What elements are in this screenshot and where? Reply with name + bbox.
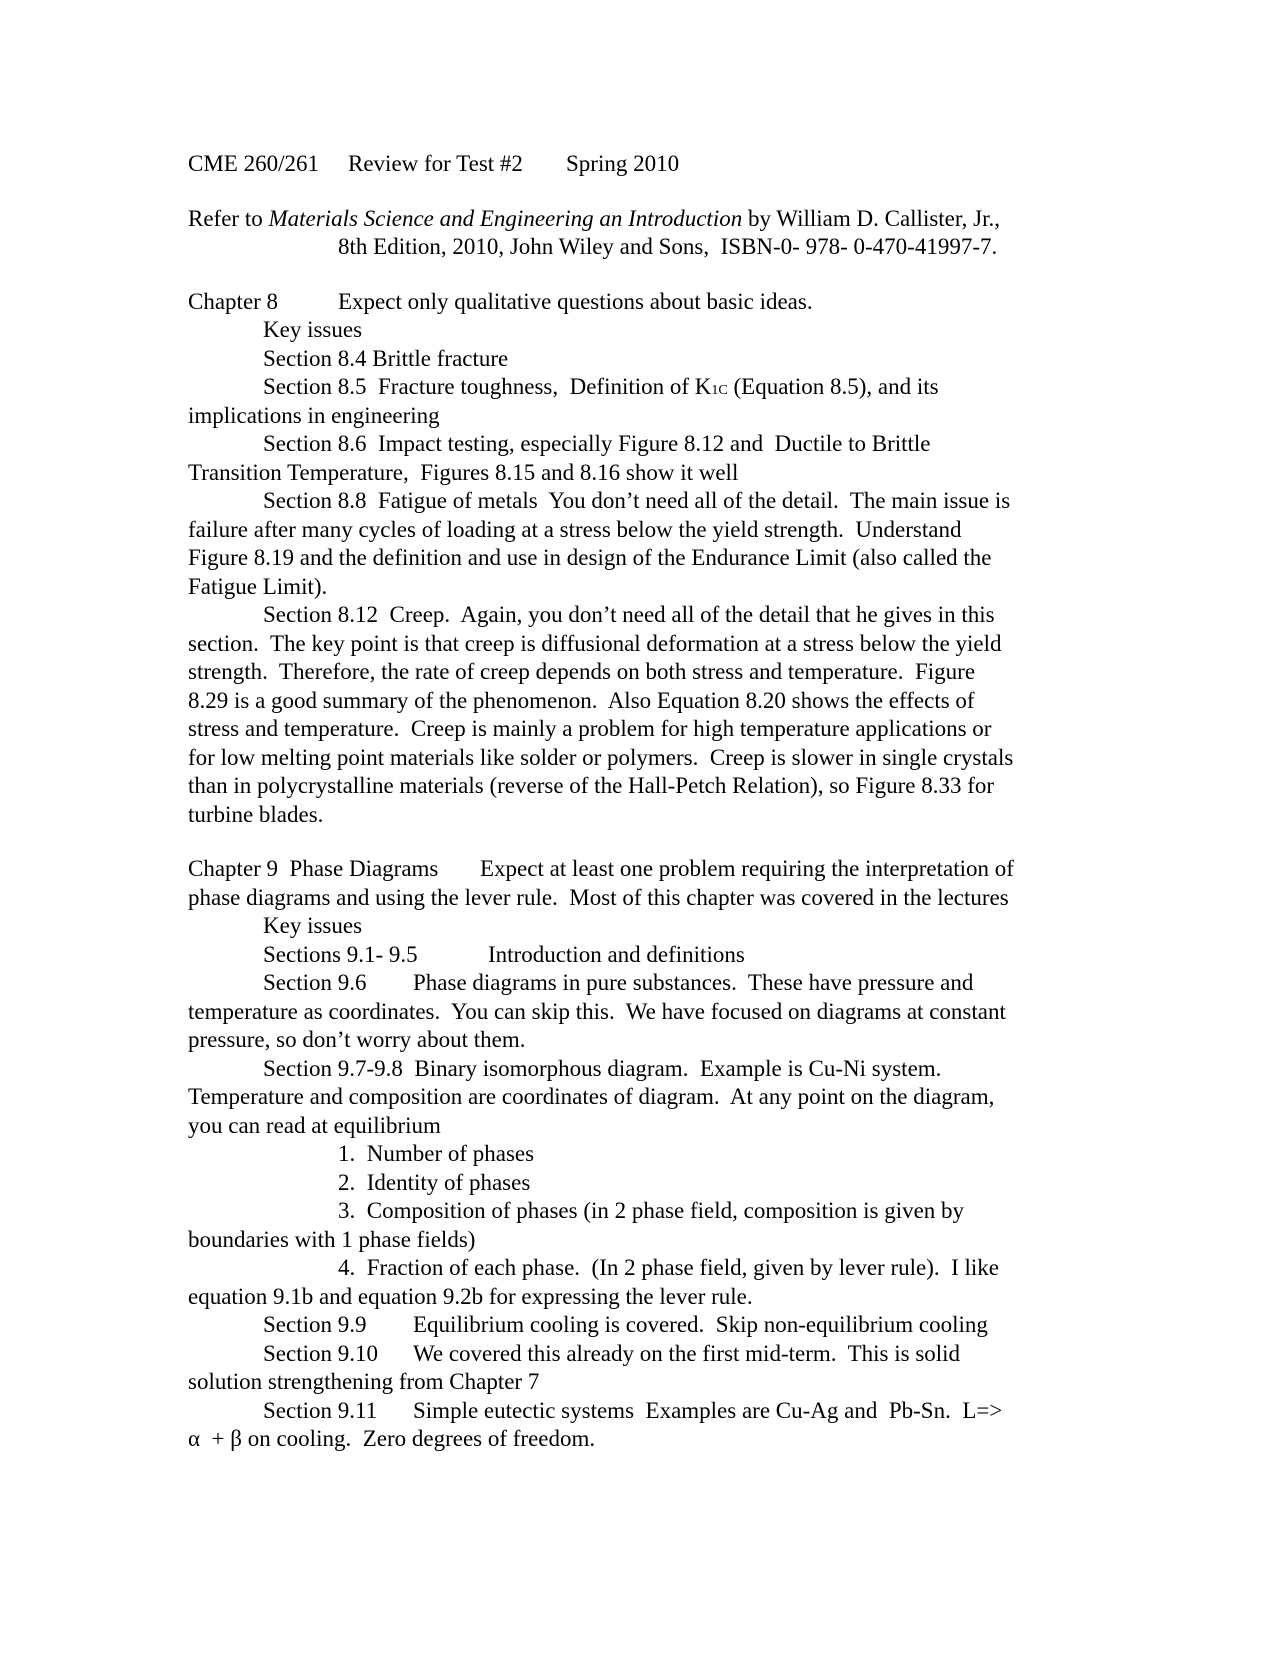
section-8-12-line: Section 8.12 Creep. Again, you don’t need all of the detail that he gives in this [263, 602, 995, 627]
section-9-6 [188, 969, 1088, 998]
reference-prefix: Refer to [188, 205, 269, 231]
chapter9-label: Chapter 9 Phase Diagrams [188, 856, 439, 881]
section-8-8-line: Fatigue Limit). [188, 573, 328, 599]
section-8-5-text: Section 8.5 Fracture toughness, Definition of K [263, 374, 712, 399]
section-8-5-text-b: (Equation 8.5), and its [727, 374, 939, 399]
list-item-cont: boundaries with 1 phase fields) [188, 1226, 476, 1252]
section-9-11-cont: α + β on cooling. Zero degrees of freedom. [188, 1426, 596, 1451]
section-8-12-line: for low melting point materials like solder or polymers. Creep is slower in single crystals [188, 744, 1014, 770]
chapter8-label: Chapter 8 [188, 288, 279, 314]
section-8-8-line: failure after many cycles of loading at a stress below the yield strength. Understand [188, 516, 962, 542]
chapter8-summary: Expect only qualitative questions about basic ideas. [338, 288, 813, 314]
section-9-6-cont: pressure, so don’t worry about them. [188, 1027, 526, 1052]
section-9-7: Section 9.7-9.8 Binary isomorphous diagram. Example is Cu-Ni system. [263, 1055, 942, 1081]
section-8-4: Section 8.4 Brittle fracture [263, 345, 509, 371]
section-9-10-label: Section 9.10 [263, 1340, 378, 1366]
section-8-12-line: than in polycrystalline materials (reverse of the Hall-Petch Relation), so Figure 8.33 for [188, 773, 995, 798]
section-9-6-cont: temperature as coordinates. You can skip this. We have focused on diagrams at constant [188, 998, 1006, 1024]
doc-title: Review for Test #2 [348, 151, 523, 176]
section-8-12-line: strength. Therefore, the rate of creep depends on both stress and temperature. Figure [188, 659, 976, 684]
section-8-6-cont: Transition Temperature, Figures 8.15 and 8.16 show it well [188, 459, 739, 485]
course-code: CME 260/261 [188, 151, 319, 176]
chapter9-intro: Expect at least one problem requiring the interpretation of [480, 856, 1014, 881]
section-9-10 [188, 1340, 1088, 1369]
section-9-10-cont: solution strengthening from Chapter 7 [188, 1369, 540, 1394]
section-9-6-text: Phase diagrams in pure substances. These have pressure and [413, 970, 974, 995]
book-author: by William D. Callister, Jr., [742, 205, 1000, 231]
section-8-12-line: stress and temperature. Creep is mainly a problem for high temperature applications or [188, 716, 992, 741]
document-page [188, 150, 1088, 1454]
section-9-7-cont: Temperature and composition are coordinates of diagram. At any point on the diagram, [188, 1084, 995, 1109]
section-9-1-9-5 [188, 941, 1088, 970]
k1c-subscript: 1C [711, 383, 728, 398]
list-item: 2. Identity of phases [338, 1169, 531, 1195]
section-8-5 [188, 373, 1088, 402]
list-item-cont: equation 9.1b and equation 9.2b for expressing the lever rule. [188, 1283, 753, 1309]
section-9-9-label: Section 9.9 [263, 1312, 367, 1337]
section-8-8-line: Section 8.8 Fatigue of metals You don’t need all of the detail. The main issue is [263, 488, 1011, 513]
chapter8-key-issues: Key issues [263, 317, 363, 342]
list-item: 4. Fraction of each phase. (In 2 phase field, given by lever rule). I like [338, 1255, 1000, 1280]
section-9-11-label: Section 9.11 [263, 1397, 378, 1423]
section-9-7-cont: you can read at equilibrium [188, 1112, 441, 1138]
chapter9-intro-cont: phase diagrams and using the lever rule. Most of this chapter was covered in the lectures [188, 884, 1009, 910]
term: Spring 2010 [566, 151, 680, 176]
section-9-1-label: Sections 9.1- 9.5 [263, 941, 418, 967]
chapter8-heading [188, 288, 1088, 317]
section-8-12-line: 8.29 is a good summary of the phenomenon. Also Equation 8.20 shows the effects of [188, 687, 975, 713]
chapter9-heading [188, 855, 1088, 884]
section-9-9-text: Equilibrium cooling is covered. Skip non-equilibrium cooling [413, 1312, 988, 1337]
section-8-5-cont: implications in engineering [188, 402, 440, 428]
chapter9-key-issues: Key issues [263, 913, 363, 938]
section-8-6: Section 8.6 Impact testing, especially Figure 8.12 and Ductile to Brittle [263, 431, 931, 456]
section-8-8-line: Figure 8.19 and the definition and use in design of the Endurance Limit (also called the [188, 545, 992, 570]
reference-line-1 [188, 205, 1066, 234]
section-8-12-line: turbine blades. [188, 801, 324, 827]
section-9-6-label: Section 9.6 [263, 970, 367, 995]
book-title: Materials Science and Engineering an Introduction [268, 205, 743, 231]
list-item: 3. Composition of phases (in 2 phase field, composition is given by [338, 1198, 965, 1223]
section-9-1-text: Introduction and definitions [488, 941, 745, 967]
doc-header [188, 150, 1088, 179]
section-8-12-line: section. The key point is that creep is diffusional deformation at a stress below the yield [188, 630, 1002, 656]
reference-line-2: 8th Edition, 2010, John Wiley and Sons, ISBN-0- 978- 0-470-41997-7. [338, 234, 998, 259]
section-9-11-text: Simple eutectic systems Examples are Cu-Ag and Pb-Sn. L=> [413, 1397, 1003, 1423]
section-9-9 [188, 1311, 1088, 1340]
section-9-11 [188, 1397, 1088, 1426]
section-9-10-text: We covered this already on the first mid-term. This is solid [413, 1340, 961, 1366]
list-item: 1. Number of phases [338, 1141, 535, 1166]
